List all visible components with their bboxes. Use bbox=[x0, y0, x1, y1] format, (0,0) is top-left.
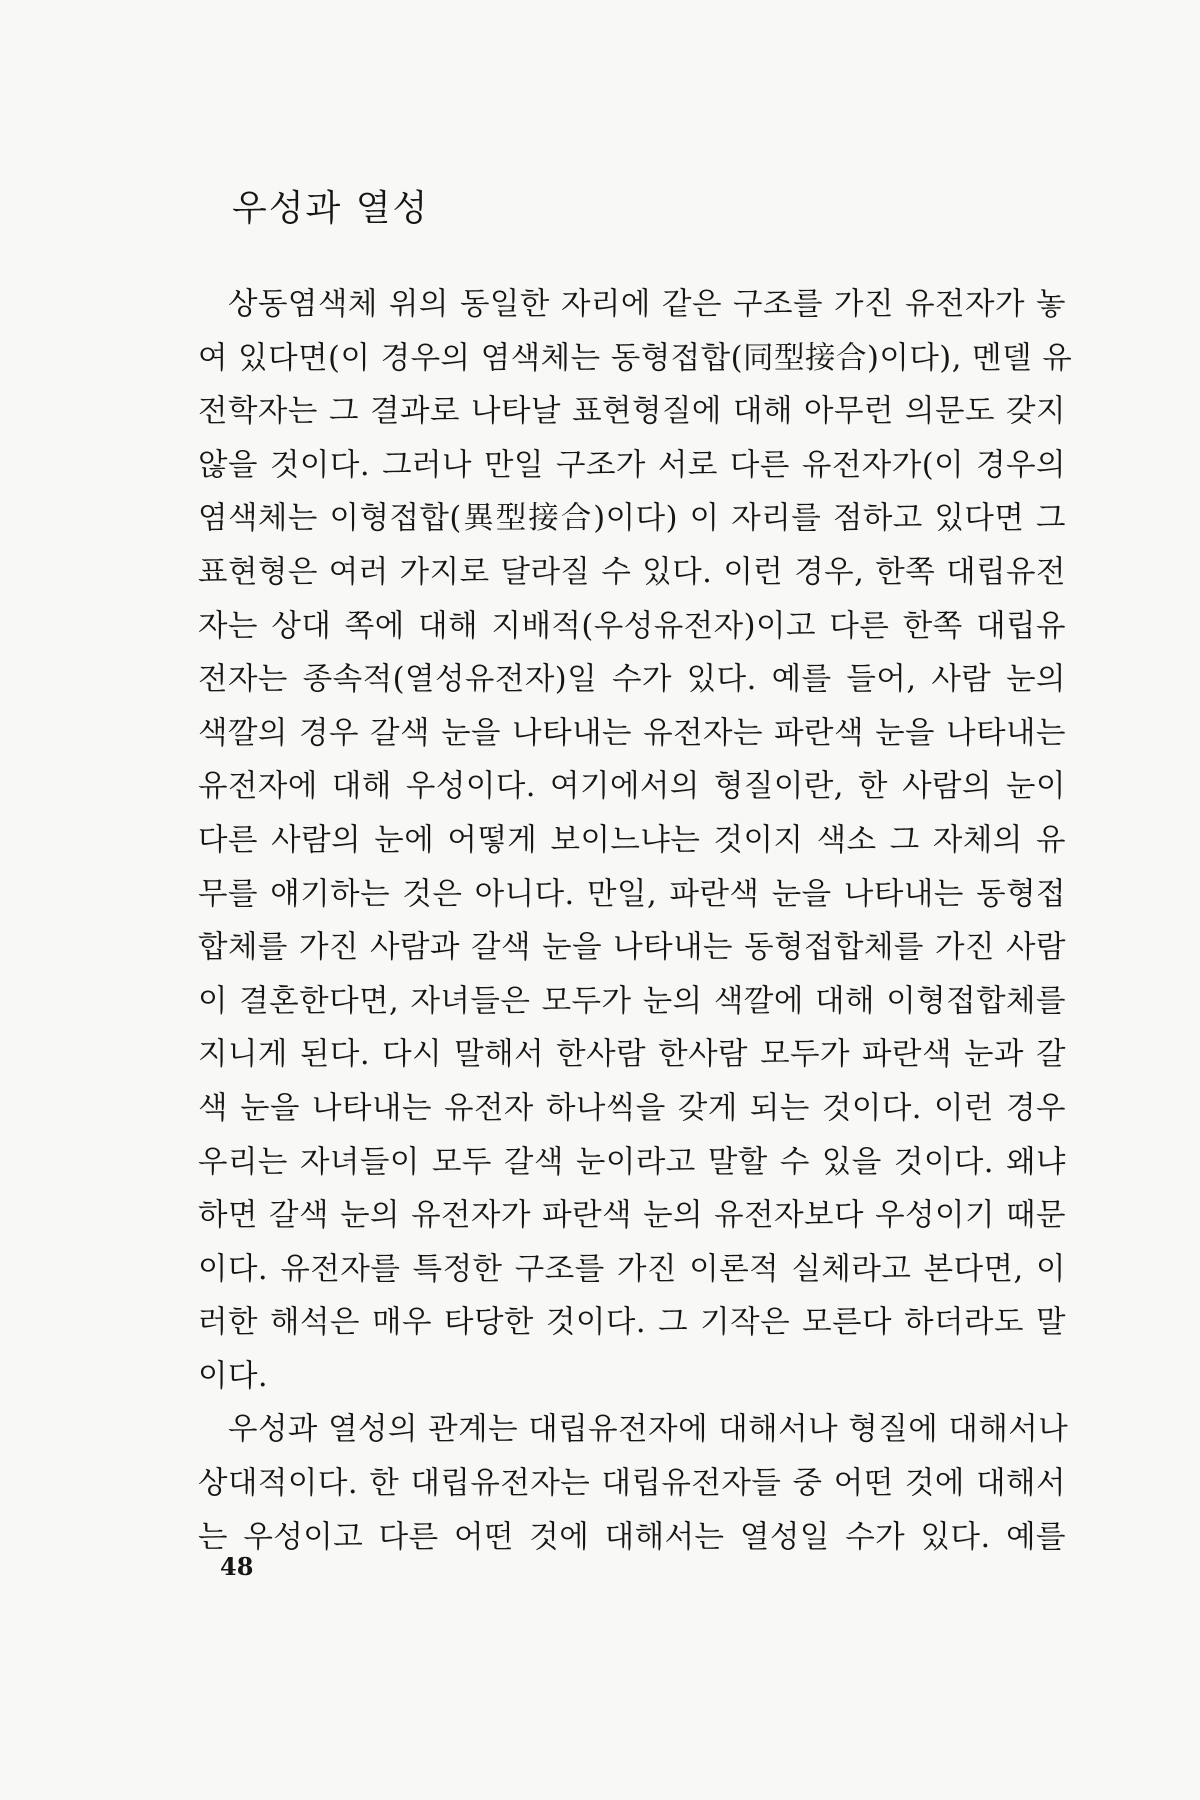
text-line: 이다. bbox=[198, 1358, 269, 1394]
text-line: 무를 얘기하는 것은 아니다. 만일, 파란색 눈을 나타내는 동형접 bbox=[198, 876, 1066, 912]
text-line: 전자는 종속적(열성유전자)일 수가 있다. 예를 들어, 사람 눈의 bbox=[198, 662, 1066, 698]
text-line: 하면 갈색 눈의 유전자가 파란색 눈의 유전자보다 우성이기 때문 bbox=[198, 1198, 1066, 1234]
text-line: 우성과 열성의 관계는 대립유전자에 대해서나 형질에 대해서나 bbox=[228, 1412, 1069, 1448]
text-line: 상동염색체 위의 동일한 자리에 같은 구조를 가진 유전자가 놓 bbox=[228, 287, 1066, 322]
text-line: 이 결혼한다면, 자녀들은 모두가 눈의 색깔에 대해 이형접합체를 bbox=[198, 983, 1066, 1019]
text-line: 러한 해석은 매우 타당한 것이다. 그 기작은 모른다 하더라도 말 bbox=[198, 1305, 1066, 1341]
text-line: 표현형은 여러 가지로 달라질 수 있다. 이런 경우, 한쪽 대립유전 bbox=[198, 554, 1066, 590]
text-line: 우리는 자녀들이 모두 갈색 눈이라고 말할 수 있을 것이다. 왜냐 bbox=[198, 1144, 1066, 1180]
text-line: 않을 것이다. 그러나 만일 구조가 서로 다른 유전자가(이 경우의 bbox=[198, 447, 1066, 483]
text-line: 자는 상대 쪽에 대해 지배적(우성유전자)이고 다른 한쪽 대립유 bbox=[198, 608, 1066, 644]
section-heading: 우성과 열성 bbox=[232, 188, 430, 229]
text-line: 지니게 된다. 다시 말해서 한사람 한사람 모두가 파란색 눈과 갈 bbox=[198, 1037, 1066, 1073]
text-line: 염색체는 이형접합(異型接合)이다) 이 자리를 점하고 있다면 그 bbox=[198, 501, 1066, 537]
page-number: 48 bbox=[220, 1552, 254, 1581]
text-line: 색 눈을 나타내는 유전자 하나씩을 갖게 되는 것이다. 이런 경우 bbox=[198, 1090, 1066, 1126]
text-line: 상대적이다. 한 대립유전자는 대립유전자들 중 어떤 것에 대해서 bbox=[198, 1466, 1066, 1502]
text-line: 색깔의 경우 갈색 눈을 나타내는 유전자는 파란색 눈을 나타내는 bbox=[198, 715, 1066, 751]
text-line: 이다. 유전자를 특정한 구조를 가진 이론적 실체라고 본다면, 이 bbox=[198, 1251, 1066, 1287]
text-line: 합체를 가진 사람과 갈색 눈을 나타내는 동형접합체를 가진 사람 bbox=[198, 930, 1066, 966]
text-line: 다른 사람의 눈에 어떻게 보이느냐는 것이지 색소 그 자체의 유 bbox=[198, 822, 1066, 858]
body-text bbox=[198, 278, 1073, 1564]
text-line: 유전자에 대해 우성이다. 여기에서의 형질이란, 한 사람의 눈이 bbox=[198, 769, 1066, 805]
text-line: 여 있다면(이 경우의 염색체는 동형접합(同型接合)이다), 멘델 유 bbox=[198, 340, 1073, 376]
text-line: 전학자는 그 결과로 나타날 표현형질에 대해 아무런 의문도 갖지 bbox=[198, 394, 1066, 430]
text-line: 는 우성이고 다른 어떤 것에 대해서는 열성일 수가 있다. 예를 bbox=[198, 1519, 1066, 1555]
